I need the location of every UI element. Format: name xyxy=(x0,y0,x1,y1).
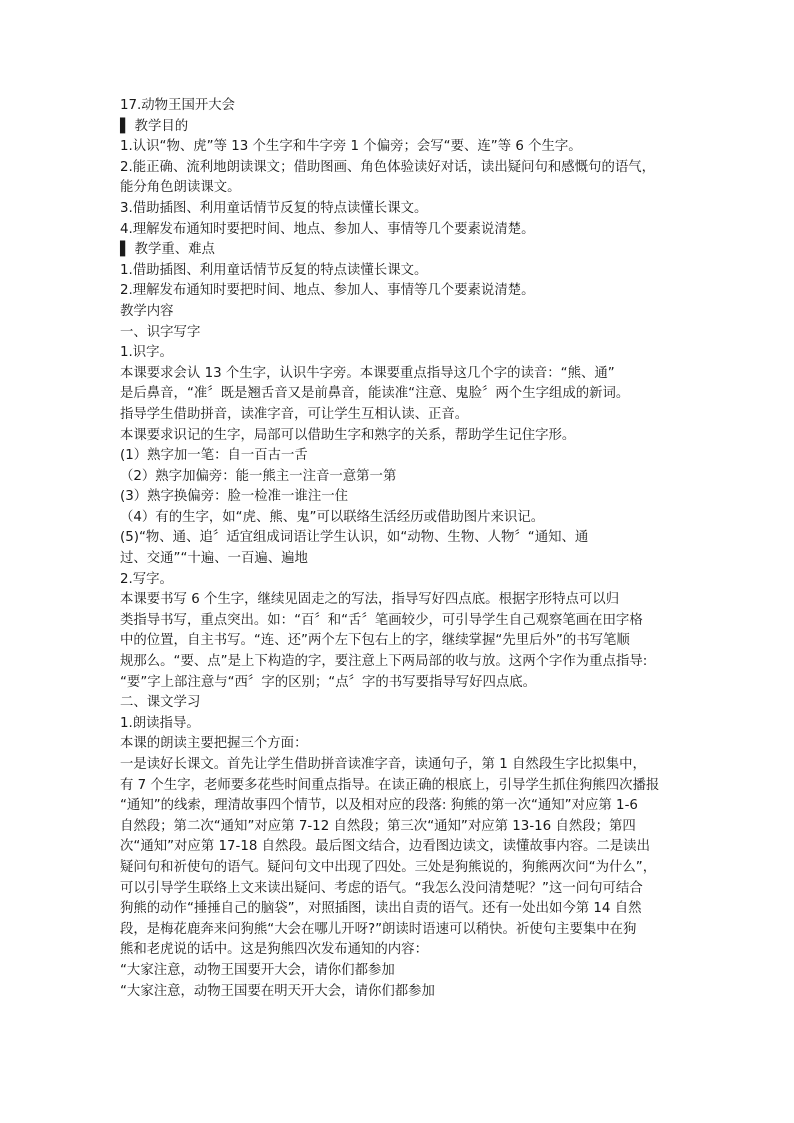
text-line: 4.理解发布通知时要把时间、地点、参加人、事情等几个要素说清楚。 xyxy=(120,221,535,237)
text-line: 1.认识“物、虎”等 13 个生字和牛字旁 1 个偏旁；会写“要、连”等 6 个生字。 xyxy=(120,139,582,155)
text-line: 次“通知”对应第 17-18 自然段。最后图文结合，边看图边读文，读懂故事内容。二是读出 xyxy=(120,839,650,855)
text-line: 本课要书写 6 个生字，继续见固走之的写法，指导写好四点底。根据字形特点可以归 xyxy=(120,592,620,608)
text-line: 本课的朗读主要把握三个方面： xyxy=(120,736,308,752)
text-line: 2.理解发布通知时要把时间、地点、参加人、事情等几个要素说清楚。 xyxy=(120,283,535,299)
text-line: 规那么。“要、点”是上下构造的字，要注意上下两局部的收与放。这两个字作为重点指导: xyxy=(120,654,648,670)
text-line: ▌ 教学目的 xyxy=(120,118,189,134)
text-line: 教学内容 xyxy=(120,303,174,319)
text-line: 中的位置，自主书写。“连、还”两个左下包右上的字，继续掌握“先里后外”的书写笔顺 xyxy=(120,633,630,649)
text-line: “要”字上部注意与“西〞字的区别；“点〞字的书写要指导写好四点底。 xyxy=(120,674,537,690)
text-line: 有 7 个生字，老师要多花些时间重点指导。在读正确的根底上，引导学生抓住狗熊四次播报 xyxy=(120,777,660,793)
document-body xyxy=(120,96,700,1002)
text-line: (1）熟字加一笔：自一百古一舌 xyxy=(120,448,308,464)
text-line: 指导学生借助拼音，读准字音，可让学生互相认读、正音。 xyxy=(120,406,469,422)
text-line: (5)“物、通、追〞适宜组成词语让学生认识，如“动物、生物、人物〞“通知、通 xyxy=(120,530,589,546)
text-line: 类指导书写，重点突出。如：“百〞和“舌〞笔画较少，可引导学生自己观察笔画在田字格 xyxy=(120,612,643,628)
text-line: 可以引导学生联络上文来读出疑问、考虑的语气。“我怎么没问清楚呢？”这一问句可结合 xyxy=(120,880,643,896)
text-line: （2）熟字加偏旁：能一熊主一注音一意第一第 xyxy=(120,468,397,484)
text-line: 狗熊的动作“捶捶自己的脑袋”，对照插图，读出自责的语气。还有一处出如今第 14 自然 xyxy=(120,901,642,917)
text-line: 本课要求识记的生字，局部可以借助生字和熟字的关系，帮助学生记住字形。 xyxy=(120,427,576,443)
text-line: (3）熟字换偏旁：脸一检准一谁注一住 xyxy=(120,489,348,505)
text-line: 二、课文学习 xyxy=(120,695,201,711)
text-line: “大家注意，动物王国要在明天开大会，请你们都参加 xyxy=(120,983,435,999)
text-line: 1.朗读指导。 xyxy=(120,715,200,731)
text-line: 2.写字。 xyxy=(120,571,173,587)
text-line: 疑问句和祈使句的语气。疑问句文中出现了四处。三处是狗熊说的，狗熊两次问“为什么”， xyxy=(120,859,657,875)
text-line: 段，是梅花鹿奔来问狗熊“大会在哪儿开呀?”朗读时语速可以稍快。祈使句主要集中在狗 xyxy=(120,921,637,937)
text-line: 是后鼻音，“准〞既是翘舌音又是前鼻音，能读准“注意、鬼脸〞两个生字组成的新词。 xyxy=(120,386,630,402)
text-line: 一、识字写字 xyxy=(120,324,201,340)
text-line: 自然段；第二次“通知”对应第 7-12 自然段；第三次“通知”对应第 13-16 自然段；第四 xyxy=(120,818,636,834)
text-line: 一是读好长课文。首先让学生借助拼音读准字音，读通句子，第 1 自然段生字比拟集中， xyxy=(120,757,646,772)
text-line: 17.动物王国开大会 xyxy=(120,98,236,113)
text-line: （4）有的生字，如“虎、熊、鬼”可以联络生活经历或借助图片来识记。 xyxy=(120,509,545,525)
text-line: 2.能正确、流利地朗读课文；借助图画、角色体验读好对话，读出疑问句和感慨句的语气， xyxy=(120,159,656,175)
text-line: “大家注意，动物王国要开大会，请你们都参加 xyxy=(120,962,395,978)
text-line: 本课要求会认 13 个生字，认识牛字旁。本课要重点指导这几个字的读音：“熊、通” xyxy=(120,365,615,381)
text-line: 1.识字。 xyxy=(120,345,173,361)
text-line: ▌ 教学重、难点 xyxy=(120,242,215,258)
text-line: 3.借助插图、利用童话情节反复的特点读懂长课文。 xyxy=(120,200,428,216)
text-line: 能分角色朗读课文。 xyxy=(120,180,241,196)
text-line: 1.借助插图、利用童话情节反复的特点读懂长课文。 xyxy=(120,262,428,278)
text-line: 过、交通”“十遍、一百遍、遍地 xyxy=(120,551,308,567)
text-line: “通知”的线索，理清故事四个情节，以及相对应的段落: 狗熊的第一次“通知”对应第 1-6 xyxy=(120,798,638,814)
text-line: 熊和老虎说的话中。这是狗熊四次发布通知的内容： xyxy=(120,942,428,958)
